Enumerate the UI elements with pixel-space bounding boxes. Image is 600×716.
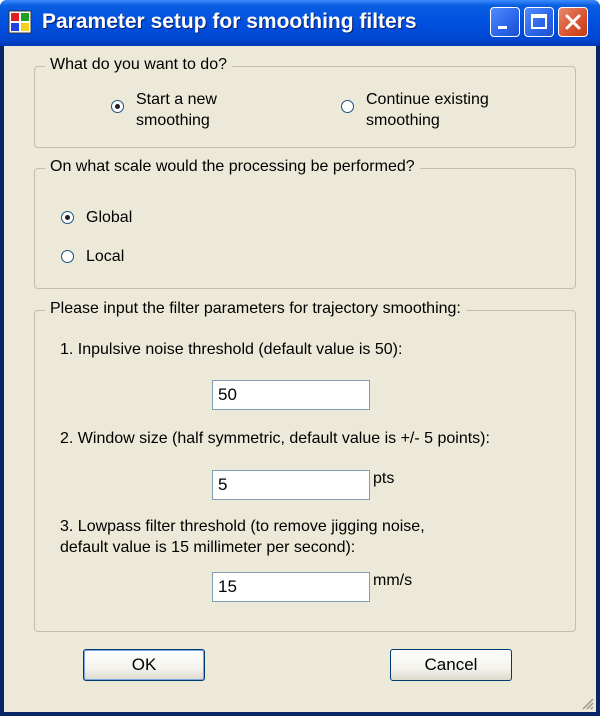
maximize-button[interactable] [524, 7, 554, 37]
radio-global[interactable] [61, 211, 74, 224]
noise-threshold-input[interactable]: 50 [212, 380, 370, 410]
radio-continue-existing-label-1[interactable]: Continue existing [366, 91, 489, 108]
dialog-body [4, 46, 596, 712]
app-icon [8, 10, 32, 34]
params-group [34, 300, 576, 632]
resize-grip-icon[interactable] [580, 696, 594, 710]
param3-label-2: default value is 15 millimeter per second): [60, 539, 356, 556]
minimize-button[interactable] [490, 7, 520, 37]
ok-button[interactable]: OK [83, 649, 205, 681]
params-group-legend: Please input the filter parameters for trajectory smoothing: [45, 300, 466, 318]
radio-start-new-label-2[interactable]: smoothing [136, 112, 210, 129]
minimize-icon [491, 8, 519, 36]
radio-global-label[interactable]: Global [86, 209, 133, 226]
radio-start-new[interactable] [111, 100, 124, 113]
window-size-input[interactable]: 5 [212, 470, 370, 500]
scale-group-legend: On what scale would the processing be performed? [45, 158, 420, 176]
cancel-button[interactable]: Cancel [390, 649, 512, 681]
radio-continue-existing-label-2[interactable]: smoothing [366, 112, 440, 129]
window-title: Parameter setup for smoothing filters [42, 10, 417, 33]
radio-start-new-label-1[interactable]: Start a new [136, 91, 217, 108]
radio-continue-existing[interactable] [341, 100, 354, 113]
close-button[interactable] [558, 7, 588, 37]
param3-label-1: 3. Lowpass filter threshold (to remove jigging noise, [60, 518, 425, 535]
radio-dot [115, 104, 120, 109]
param1-label: 1. Inpulsive noise threshold (default value is 50): [60, 341, 403, 358]
action-group [34, 56, 576, 148]
param2-label: 2. Window size (half symmetric, default value is +/- 5 points): [60, 430, 490, 447]
scale-group [34, 158, 576, 289]
radio-local[interactable] [61, 250, 74, 263]
radio-dot [65, 215, 70, 220]
close-icon [559, 8, 587, 36]
window-size-unit: pts [373, 470, 395, 487]
maximize-icon [525, 8, 553, 36]
action-group-legend: What do you want to do? [45, 56, 232, 74]
lowpass-threshold-input[interactable]: 15 [212, 572, 370, 602]
radio-local-label[interactable]: Local [86, 248, 125, 265]
title-bar[interactable] [0, 0, 600, 46]
lowpass-threshold-unit: mm/s [373, 572, 413, 589]
